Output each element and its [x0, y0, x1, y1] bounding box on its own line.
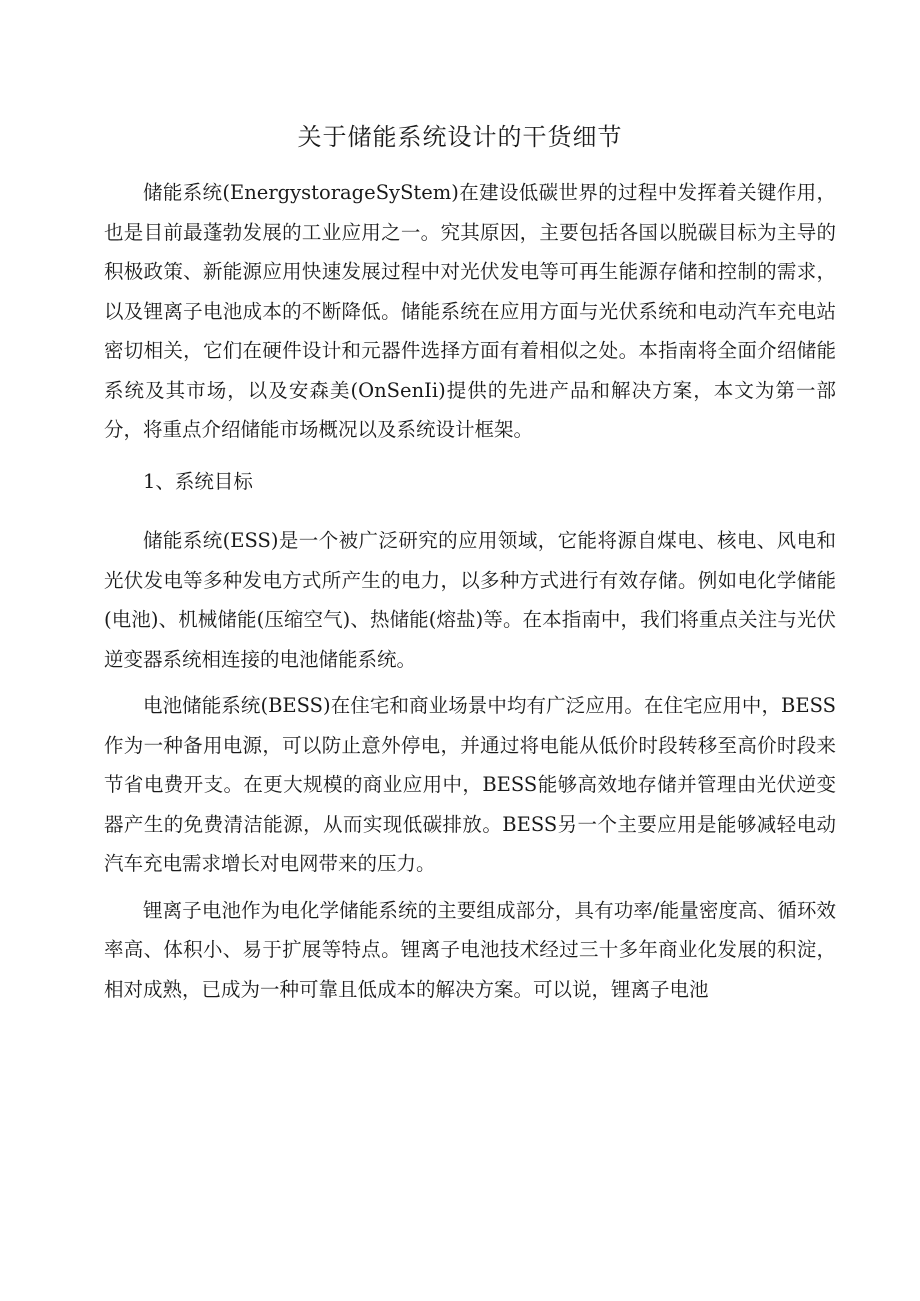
intro-paragraph: 储能系统(EnergystorageSyStem)在建设低碳世界的过程中发挥着关键作用，也是目前最蓬勃发展的工业应用之一。究其原因，主要包括各国以脱碳目标为主导的积极政策、新能源应用快速发展过程中对光伏发电等可再生能源存储和控制的需求，以及锂离子电池成本的不断降低。储能系统在应用方面与光伏系统和电动汽车充电站密切相关，它们在硬件设计和元器件选择方面有着相似之处。本指南将全面介绍储能系统及其市场，以及安森美(OnSenIi)提供的先进产品和解决方案，本文为第一部分，将重点介绍储能市场概况以及系统设计框架。 [104, 181, 836, 441]
document-body [104, 173, 836, 1009]
body-paragraph-ess: 储能系统(ESS)是一个被广泛研究的应用领域，它能将源自煤电、核电、风电和光伏发电等多种发电方式所产生的电力，以多种方式进行有效存储。例如电化学储能(电池)、机械储能(压缩空气)、热储能(熔盐)等。在本指南中，我们将重点关注与光伏逆变器系统相连接的电池储能系统。 [104, 529, 836, 671]
section-heading: 1、系统目标 [143, 469, 253, 493]
body-paragraph-li-ion: 锂离子电池作为电化学储能系统的主要组成部分，具有功率/能量密度高、循环效率高、体积小、易于扩展等特点。锂离子电池技术经过三十多年商业化发展的积淀，相对成熟，已成为一种可靠且低成本的解决方案。可以说，锂离子电池 [104, 898, 836, 1001]
body-paragraph-bess: 电池储能系统(BESS)在住宅和商业场景中均有广泛应用。在住宅应用中，BESS作为一种备用电源，可以防止意外停电，并通过将电能从低价时段转移至高价时段来节省电费开支。在更大规模的商业应用中，BESS能够高效地存储并管理由光伏逆变器产生的免费清洁能源，从而实现低碳排放。BESS另一个主要应用是能够减轻电动汽车充电需求增长对电网带来的压力。 [104, 694, 836, 875]
page-title: 关于储能系统设计的干货细节 [297, 123, 623, 151]
